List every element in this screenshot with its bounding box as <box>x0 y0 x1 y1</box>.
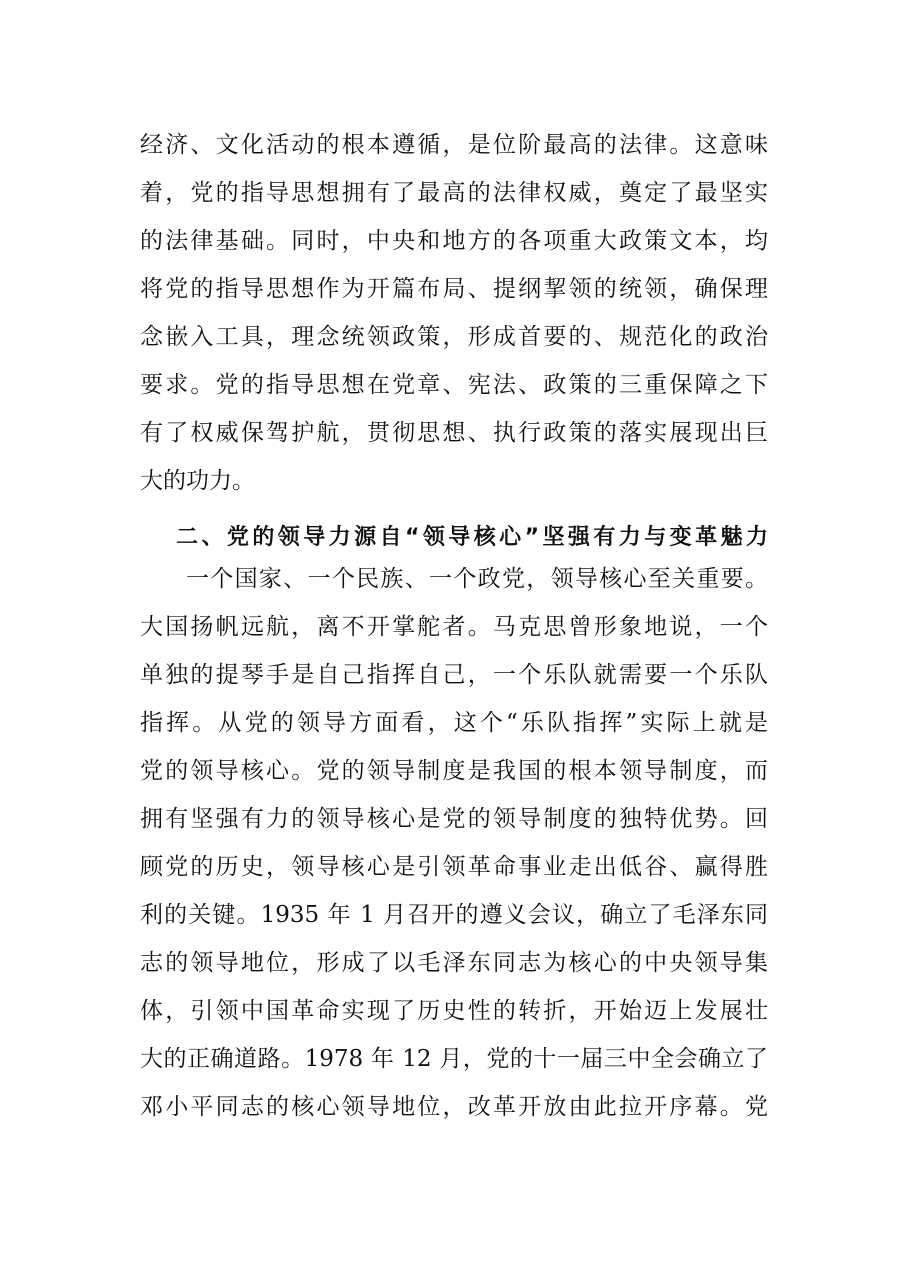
paragraph-2 <box>140 555 768 1131</box>
paragraph-line: 大国扬帆远航，离不开掌舵者。马克思曾形象地说，一个 <box>140 614 768 640</box>
paragraph-line: 着，党的指导思想拥有了最高的法律权威，奠定了最坚实 <box>140 180 768 206</box>
paragraph-line: 有了权威保驾护航，贯彻思想、执行政策的落实展现出巨 <box>140 420 768 446</box>
paragraph-line: 大的功力。 <box>140 468 255 494</box>
paragraph-1 <box>140 121 768 505</box>
paragraph-line: 体，引领中国革命实现了历史性的转折，开始迈上发展壮 <box>140 998 768 1024</box>
paragraph-line: 党的领导核心。党的领导制度是我国的根本领导制度，而 <box>140 758 768 784</box>
paragraph-line: 拥有坚强有力的领导核心是党的领导制度的独特优势。回 <box>140 806 768 832</box>
paragraph-line: 大的正确道路。1978 年 12 月，党的十一届三中全会确立了 <box>140 1046 768 1072</box>
paragraph-line: 指挥。从党的领导方面看，这个“乐队指挥”实际上就是 <box>140 710 768 736</box>
paragraph-line: 的法律基础。同时，中央和地方的各项重大政策文本，均 <box>140 228 768 254</box>
paragraph-line: 邓小平同志的核心领导地位，改革开放由此拉开序幕。党 <box>140 1094 768 1120</box>
paragraph-line: 要求。党的指导思想在党章、宪法、政策的三重保障之下 <box>140 372 768 398</box>
paragraph-line: 单独的提琴手是自己指挥自己，一个乐队就需要一个乐队 <box>140 662 768 688</box>
paragraph-line: 志的领导地位，形成了以毛泽东同志为核心的中央领导集 <box>140 950 768 976</box>
paragraph-line: 利的关键。1935 年 1 月召开的遵义会议，确立了毛泽东同 <box>140 902 768 928</box>
paragraph-line: 将党的指导思想作为开篇布局、提纲挈领的统领，确保理 <box>140 276 768 302</box>
section-heading: 二、党的领导力源自“领导核心”坚强有力与变革魅力 <box>176 525 768 550</box>
paragraph-line: 念嵌入工具，理念统领政策，形成首要的、规范化的政治 <box>140 324 768 350</box>
paragraph-line: 经济、文化活动的根本遵循，是位阶最高的法律。这意味 <box>140 132 768 158</box>
paragraph-line: 顾党的历史，领导核心是引领革命事业走出低谷、赢得胜 <box>140 854 768 880</box>
paragraph-line: 一个国家、一个民族、一个政党，领导核心至关重要。 <box>186 566 768 592</box>
